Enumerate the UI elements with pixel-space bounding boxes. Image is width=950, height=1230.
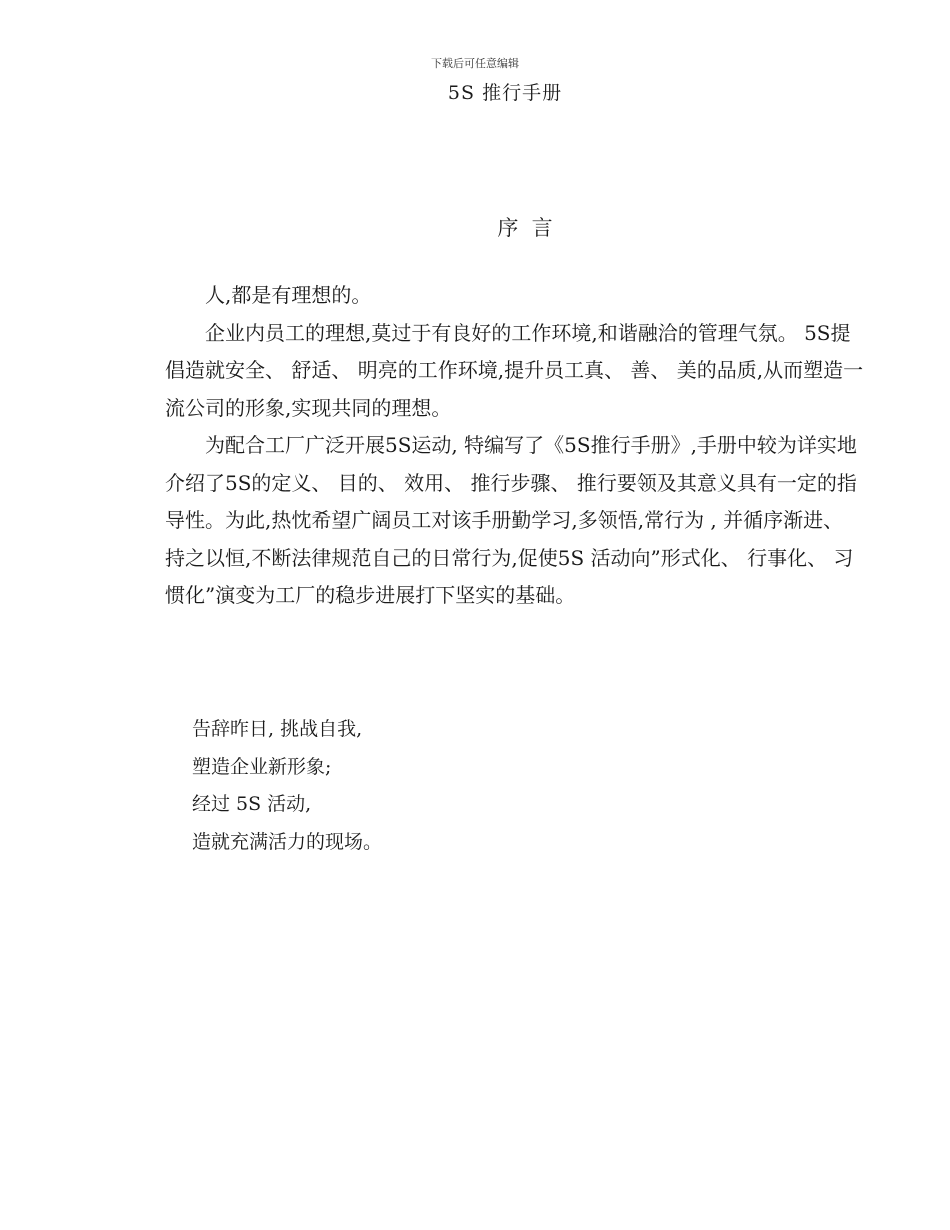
header-note: 下载后可任意编辑 (431, 57, 519, 70)
slogan-line-4: 造就充满活力的现场。 (192, 830, 383, 853)
slogan-line-2: 塑造企业新形象; (192, 755, 332, 778)
preface-body (165, 277, 865, 615)
preface-paragraph-2: 企业内员工的理想,莫过于有良好的工作环境,和谐融洽的管理气氛。 5S提倡造就安全、 舒适、 明亮的工作环境,提升员工真、 善、 美的品质,从而塑造一流公司的形象,实现共同的理想。 (165, 320, 864, 420)
preface-paragraph-1: 人,都是有理想的。 (205, 283, 372, 307)
preface-heading: 序 言 (497, 216, 553, 240)
preface-paragraph-3: 为配合工厂广泛开展5S运动, 特编写了《5S推行手册》,手册中较为详实地介绍了5S的定义、 目的、 效用、 推行步骤、 推行要领及其意义具有一定的指导性。为此,热忱希望广阔员工对该手册勤学习,多领悟,常行为 , 并循序渐进、 持之以恒,不断法律规范自己的日常行为,促使5S 活动向”形式化、 行事化、 习惯化”演变为工厂的稳步进展打下坚实的基础。 (165, 433, 857, 607)
slogan-line-3: 经过 5S 活动, (192, 793, 312, 815)
document-title: 5S 推行手册 (447, 82, 563, 104)
slogan-block (192, 711, 382, 861)
slogan-line-1: 告辞昨日, 挑战自我, (192, 718, 363, 740)
